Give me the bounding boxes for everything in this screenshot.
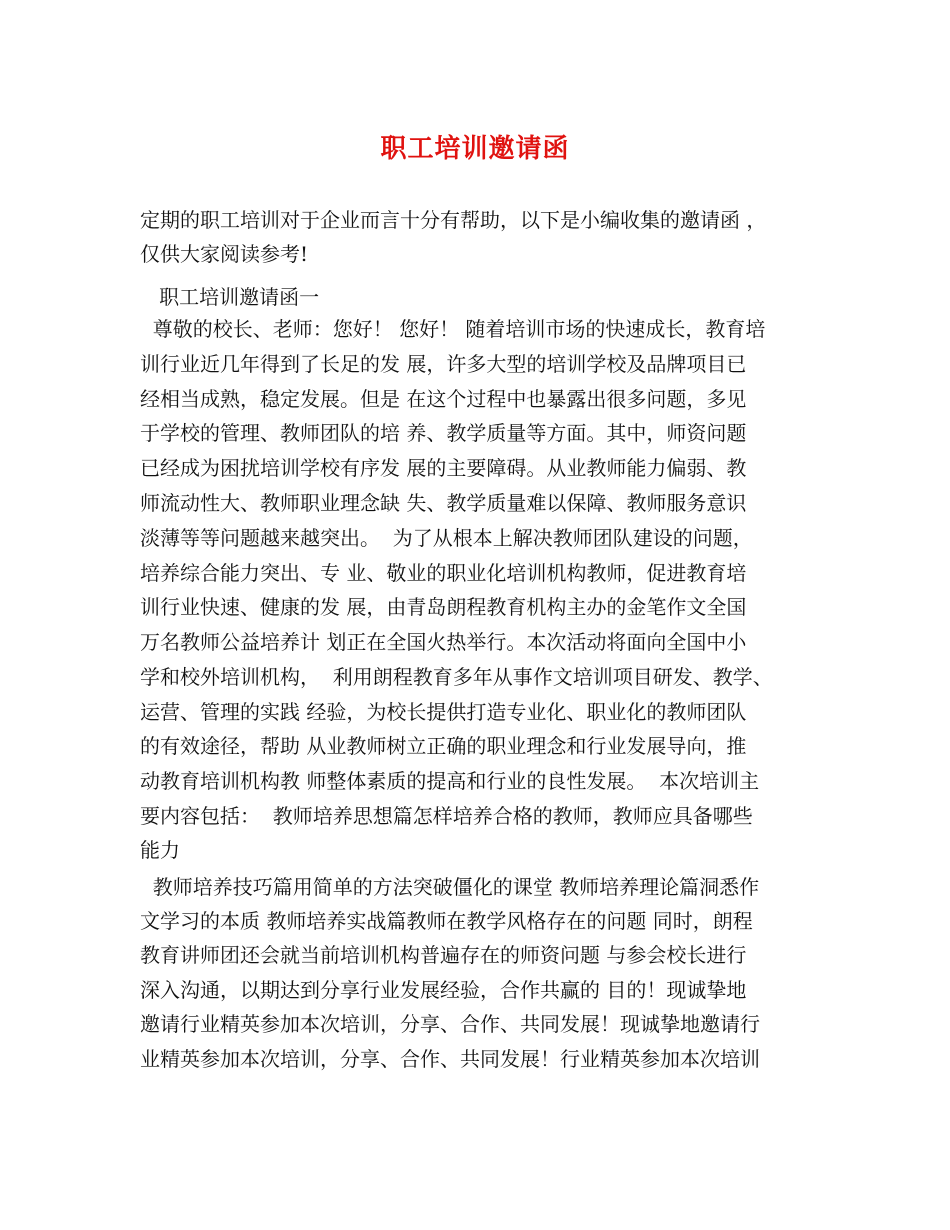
body-text-line: 职工培训邀请函一 [140,285,320,309]
body-text-line: 动教育培训机构教 师整体素质的提高和行业的良性发展。 本次培训主 [140,769,760,793]
body-text-line: 经相当成熟，稳定发展。但是 在这个过程中也暴露出很多问题，多见 [140,387,747,411]
document-title: 职工培训邀请函 [380,134,570,164]
body-text-line: 运营、管理的实践 经验，为校长提供打造专业化、职业化的教师团队 [140,700,747,724]
body-text-line: 文学习的本质 教师培养实战篇教师在教学风格存在的问题 同时，朗程 [140,909,753,933]
body-text-line: 万名教师公益培养计 划正在全国火热举行。本次活动将面向全国中小 [140,630,747,654]
body-text-line: 训行业近几年得到了长足的发 展，许多大型的培训学校及品牌项目已 [140,352,747,376]
body-text-line: 于学校的管理、教师团队的培 养、教学质量等方面。其中，师资问题 [140,421,747,445]
body-text-line: 仅供大家阅读参考! [140,242,309,266]
body-text-line: 淡薄等等问题越来越突出。 为了从根本上解决教师团队建设的问题， [140,526,753,550]
body-text-line: 邀请行业精英参加本次培训，分享、合作、共同发展！现诚挚地邀请行 [140,1012,760,1036]
body-text-line: 要内容包括： 教师培养思想篇怎样培养合格的教师，教师应具备哪些 [140,804,753,828]
body-text-line: 业精英参加本次培训，分享、合作、共同发展！行业精英参加本次培训 [140,1047,760,1071]
body-text-line: 的有效途径，帮助 从业教师树立正确的职业理念和行业发展导向，推 [140,734,747,758]
body-text-line: 深入沟通，以期达到分享行业发展经验，合作共赢的 目的！现诚挚地 [140,978,747,1002]
body-text-line: 培养综合能力突出、专 业、敬业的职业化培训机构教师，促进教育培 [140,561,747,585]
body-text-line: 已经成为困扰培训学校有序发 展的主要障碍。从业教师能力偏弱、教 [140,456,747,480]
body-text-line: 师流动性大、教师职业理念缺 失、教学质量难以保障、教师服务意识 [140,491,747,515]
body-text-line: 能力 [140,838,180,862]
body-text-line: 教育讲师团还会就当前培训机构普遍存在的师资问题 与参会校长进行 [140,943,747,967]
body-text-line: 教师培养技巧篇用简单的方法突破僵化的课堂 教师培养理论篇洞悉作 [140,875,760,899]
body-text-line: 训行业快速、健康的发 展，由青岛朗程教育机构主办的金笔作文全国 [140,595,747,619]
body-text-line: 定期的职工培训对于企业而言十分有帮助，以下是小编收集的邀请函 ， [140,208,767,232]
body-text-line: 尊敬的校长、老师：您好！ 您好！ 随着培训市场的快速成长，教育培 [140,317,766,341]
body-text-line: 学和校外培训机构， 利用朗程教育多年从事作文培训项目研发、教学、 [140,665,773,689]
